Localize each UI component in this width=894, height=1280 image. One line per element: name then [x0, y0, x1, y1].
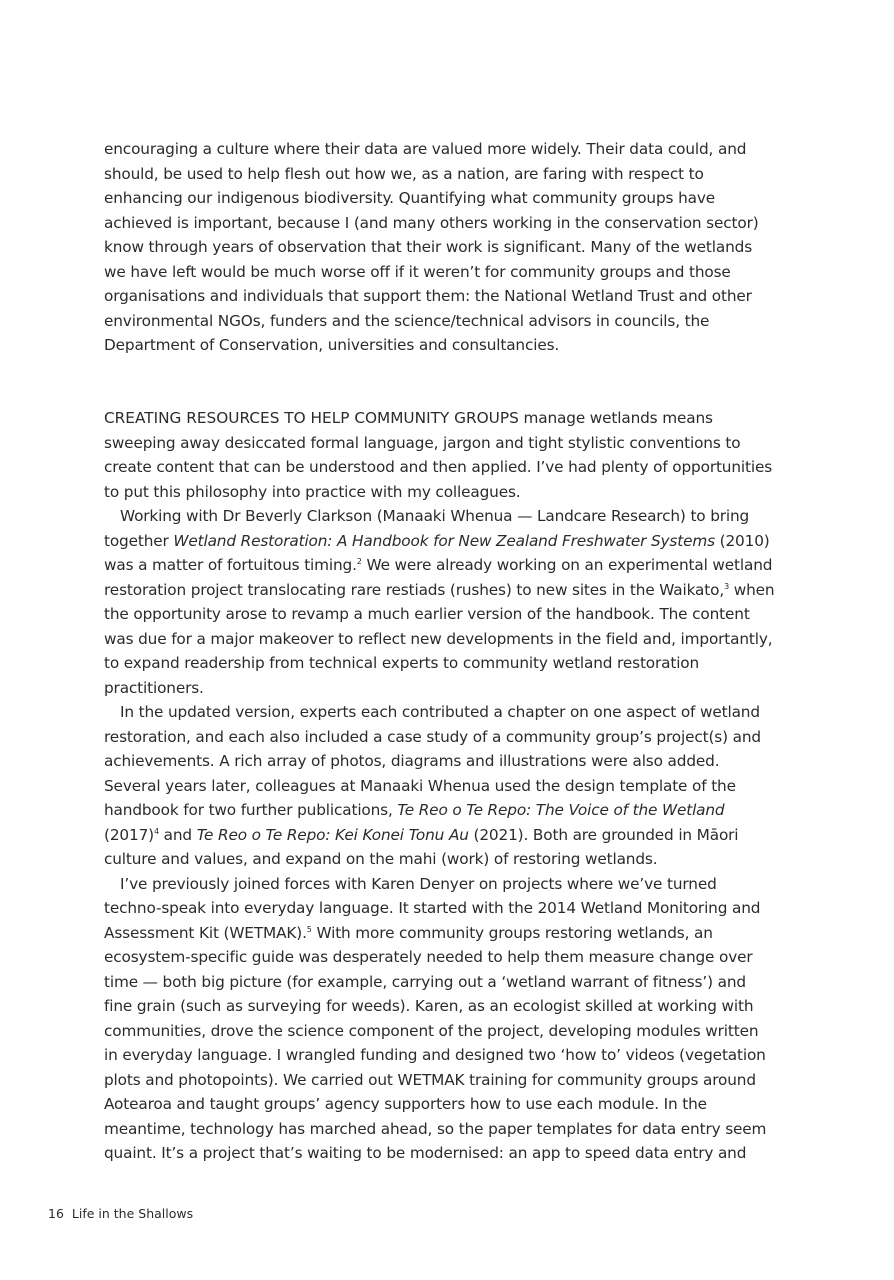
paragraph: encouraging a culture where their data are valued more widely. Their data could, and should, be used to help flesh out how we, as a nation, are faring with respect to enhancing our indigenous biodiversity. Quantifying what community groups have achieved is important, because I (and many others working in the conservation sector) know through years of observation that their work is significant. Many of the wetlands we have left would be much worse off if it weren’t for community groups and those organisations and individuals that support them: the National Wetland Trust and other environmental NGOs, funders and the science/technical advisors in councils, the Department of Conservation, universities and consultancies.: [104, 140, 759, 354]
text-block-main: [104, 406, 776, 1166]
paragraph: [104, 700, 776, 872]
text-block-top: [104, 137, 776, 358]
paragraph-text: (2021). Both are grounded in Māori culture and values, and expand on the mahi (work) of restoring wetlands.: [104, 825, 739, 868]
paragraph-text: We were already working on an experimental wetland restoration project translocating rare restiads (rushes) to new sites in the Waikato,: [104, 556, 773, 599]
paragraph-text: In the updated version, experts each contributed a chapter on one aspect of wetland restoration, and each also included a case study of a community group’s project(s) and achievements. A rich array of photos, diagrams and illustrations were also added. Several years later, colleagues at Manaaki Whenua used the design template of the handbook for two further publications,: [104, 703, 761, 819]
paragraph-text: when the opportunity arose to revamp a much earlier version of the handbook. The content was due for a major makeover to reflect new developments in the field and, importantly, to expand readership from technical experts to community wetland restoration practitioners.: [104, 580, 775, 697]
paragraph-text: With more community groups restoring wetlands, an ecosystem-specific guide was desperately needed to help them measure change over time — both big picture (for example, carrying out a ‘wetland warrant of fitness’) and fine grain (such as surveying for weeds). Karen, as an ecologist skilled at working with communities, drove the science component of the project, developing modules written in everyday language. I wrangled funding and designed two ‘how to’ videos (vegetation plots and photopoints). We carried out WETMAK training for community groups around Aotearoa and taught groups’ agency supporters how to use each module. In the meantime, technology has marched ahead, so the paper templates for data entry seem quaint. It’s a project that’s waiting to be modernised: an app to speed data entry and: [104, 923, 767, 1162]
paragraph: [104, 504, 776, 700]
footnote-marker: 5: [306, 924, 312, 934]
book-title: Te Reo o Te Repo: Kei Konei Tonu Au: [196, 825, 469, 844]
paragraph-text: manage wetlands means sweeping away desiccated formal language, jargon and tight stylistic conventions to create content that can be understood and then applied. I’ve had plenty of opportunities to put this philosophy into practice with my colleagues.: [104, 409, 773, 501]
section-lead-in: CREATING RESOURCES TO HELP COMMUNITY GROUPS: [104, 409, 519, 427]
footnote-marker: 3: [724, 581, 730, 591]
paragraph: [104, 872, 776, 1166]
footnote-marker: 2: [356, 557, 362, 566]
paragraph-text: I’ve previously joined forces with Karen Denyer on projects where we’ve turned techno-speak into everyday language. It started with the 2014 Wetland Monitoring and Assessment Kit (WETMAK).: [104, 874, 761, 942]
paragraph-text: (2010) was a matter of fortuitous timing.: [104, 531, 770, 574]
running-title: Life in the Shallows: [71, 1206, 194, 1221]
page-footer: [48, 1206, 193, 1221]
footnote-marker: 4: [153, 826, 159, 836]
section-opening-paragraph: [104, 406, 776, 504]
book-title: Wetland Restoration: A Handbook for New Zealand Freshwater Systems: [173, 531, 715, 550]
page-number: 16: [48, 1206, 64, 1221]
book-title: Te Reo o Te Repo: The Voice of the Wetland: [397, 801, 725, 819]
paragraph-text: and: [158, 825, 197, 844]
paragraph-text: (2017): [104, 825, 154, 844]
paragraph-text: Working with Dr Beverly Clarkson (Manaaki Whenua — Landcare Research) to bring together: [104, 507, 750, 550]
